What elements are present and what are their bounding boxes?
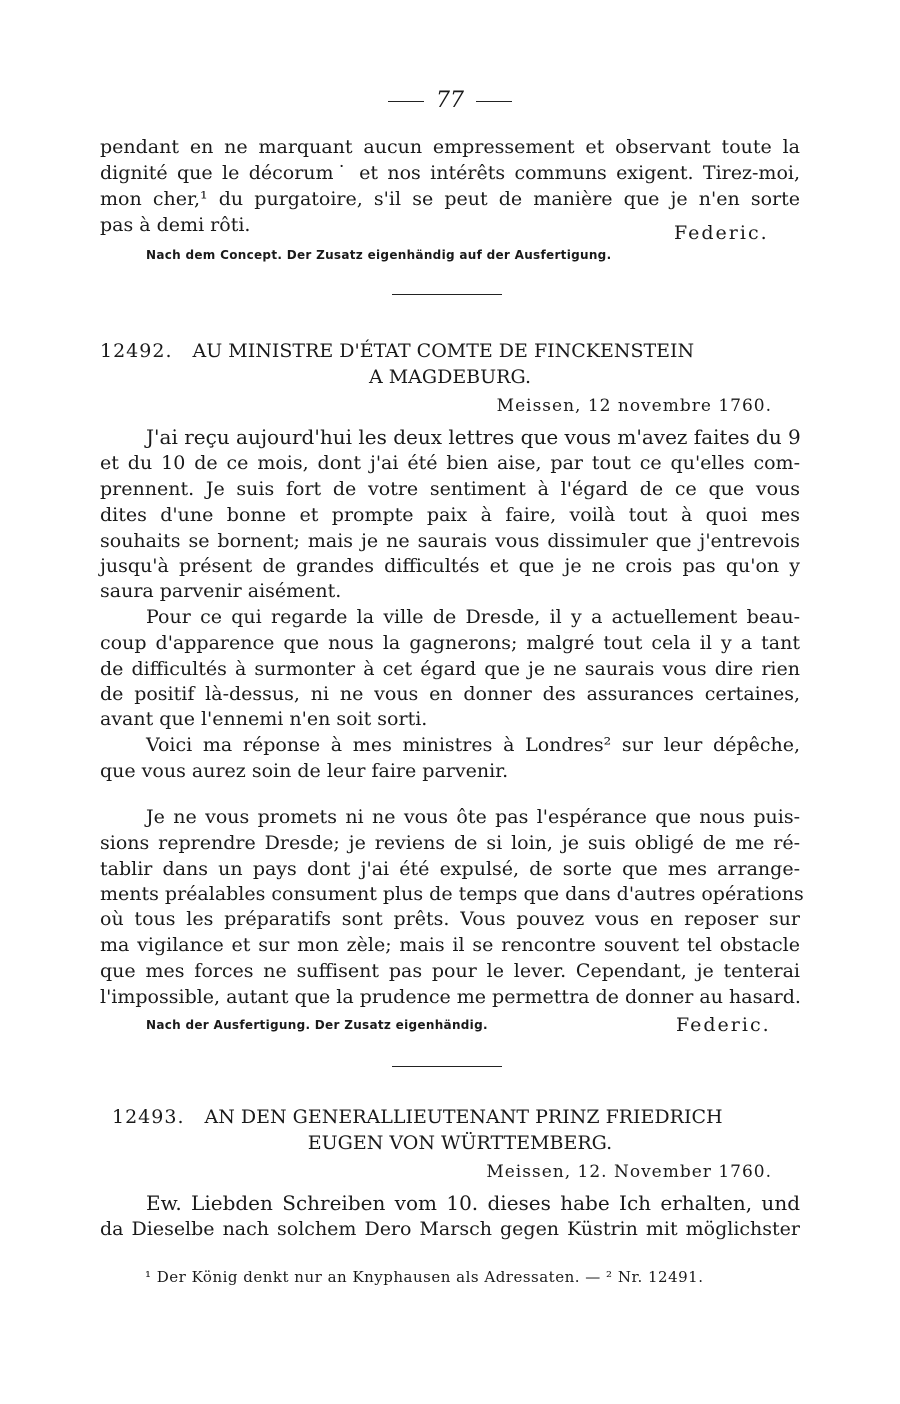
letter-addressee: AU MINISTRE D'ÉTAT COMTE DE FINCKENSTEIN — [192, 340, 695, 362]
source-note: Nach dem Concept. Der Zusatz eigenhändig auf der Ausfertigung. — [146, 248, 612, 262]
text-line: Je ne vous promets ni ne vous ôte pas l'espérance que nous puis- — [146, 806, 800, 828]
text-line: souhaits se bornent; mais je ne saurais vous dissimuler que j'entrevois — [100, 530, 800, 552]
letter-number: 12492. — [100, 340, 173, 362]
text-line: sions reprendre Dresde; je reviens de si loin, je suis obligé de me ré- — [100, 832, 800, 854]
text-line: dites d'une bonne et prompte paix à faire, voilà tout à quoi mes — [100, 504, 800, 526]
letter-heading — [100, 1104, 800, 1130]
letter-addressee-line2: EUGEN VON WÜRTTEMBERG. — [307, 1132, 613, 1154]
footnotes: ¹ Der König denkt nur an Knyphausen als Adressaten. — ² Nr. 12491. — [145, 1268, 704, 1286]
text-line: J'ai reçu aujourd'hui les deux lettres que vous m'avez faites du 9 — [146, 425, 801, 449]
text-line: pendant en ne marquant aucun empressement et observant toute la — [100, 136, 800, 158]
text-line: ma vigilance et sur mon zèle; mais il se rencontre souvent tel obstacle — [100, 934, 800, 956]
text-line: ments préalables consument plus de temps que dans d'autres opérations — [100, 883, 804, 905]
letter-addressee-line2: A MAGDEBURG. — [368, 366, 532, 388]
text-line: de difficultés à surmonter à cet égard que je ne saurais vous dire rien — [100, 658, 800, 680]
folio-dash-left — [388, 101, 424, 102]
text-line: avant que l'ennemi n'en soit sorti. — [100, 708, 428, 730]
text-line: que mes forces ne suffisent pas pour le lever. Cependant, je tenterai — [100, 960, 800, 982]
text-line: Pour ce qui regarde la ville de Dresde, il y a actuellement beau- — [146, 606, 800, 628]
text-line: l'impossible, autant que la prudence me permettra de donner au hasard. — [100, 986, 801, 1008]
letter-number: 12493. — [112, 1106, 185, 1128]
page-number: 77 — [436, 88, 464, 113]
text-line: jusqu'à présent de grandes difficultés et que je ne crois pas qu'on y — [100, 555, 800, 577]
text-line: tablir dans un pays dont j'ai été expulsé, de sorte que mes arrange- — [100, 858, 800, 880]
text-line: Ew. Liebden Schreiben vom 10. dieses habe Ich erhalten, und — [146, 1191, 800, 1215]
page-number-header — [0, 88, 900, 113]
text-line: coup d'apparence que nous la gagnerons; malgré tout cela il y a tant — [100, 632, 800, 654]
letter-date: Meissen, 12 novembre 1760. — [496, 396, 772, 416]
text-line: pas à demi rôti. — [100, 214, 251, 236]
section-divider — [392, 1066, 502, 1067]
signature: Federic. — [674, 222, 769, 244]
text-line: saura parvenir aisément. — [100, 580, 342, 602]
text-line: prennent. Je suis fort de votre sentiment à l'égard de ce que vous — [100, 478, 800, 500]
text-line: où tous les préparatifs sont prêts. Vous pouvez vous en reposer sur — [100, 908, 800, 930]
letter-heading — [100, 338, 800, 364]
text-line: Voici ma réponse à mes ministres à Londres² sur leur dépêche, — [146, 734, 800, 756]
letter-date: Meissen, 12. November 1760. — [486, 1162, 772, 1182]
text-line: que vous aurez soin de leur faire parvenir. — [100, 760, 509, 782]
letter-addressee: AN DEN GENERALLIEUTENANT PRINZ FRIEDRICH — [204, 1106, 723, 1128]
text-line: mon cher,¹ du purgatoire, s'il se peut de manière que je n'en sorte — [100, 188, 800, 210]
section-divider — [392, 294, 502, 295]
text-line: dignité que le décorum˙ et nos intérêts communs exigent. Tirez-moi, — [100, 162, 800, 184]
source-note: Nach der Ausfertigung. Der Zusatz eigenhändig. — [146, 1018, 488, 1032]
text-line: de positif là-dessus, ni ne vous en donner des assurances certaines, — [100, 683, 800, 705]
signature: Federic. — [676, 1014, 771, 1036]
text-line: da Dieselbe nach solchem Dero Marsch gegen Küstrin mit möglichster — [100, 1218, 800, 1240]
text-line: et du 10 de ce mois, dont j'ai été bien aise, par tout ce qu'elles com- — [100, 452, 800, 474]
folio-dash-right — [476, 101, 512, 102]
